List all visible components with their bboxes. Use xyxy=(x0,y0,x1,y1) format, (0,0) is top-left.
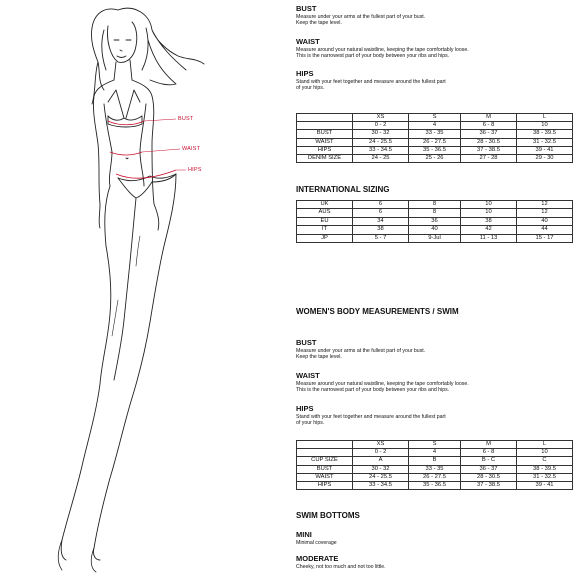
waist-instruction xyxy=(296,47,566,60)
table-row xyxy=(297,138,573,146)
table-cell: 38 xyxy=(461,217,517,225)
table-row xyxy=(297,209,573,217)
table-cell xyxy=(297,114,353,122)
row-label: IT xyxy=(297,226,353,234)
table-cell: B xyxy=(409,457,461,465)
table-cell: 30 - 32 xyxy=(353,465,409,473)
moderate-description: Cheeky, not too much and not too little. xyxy=(296,564,386,570)
table-cell: 28 - 30.5 xyxy=(461,138,517,146)
row-label: WAIST xyxy=(297,138,353,146)
table-row xyxy=(297,146,573,154)
row-label: JP xyxy=(297,234,353,242)
swim-waist-instruction xyxy=(296,381,566,394)
row-label: AUS xyxy=(297,209,353,217)
table-cell: 11 - 13 xyxy=(461,234,517,242)
table-cell: 12 xyxy=(517,209,573,217)
table-row xyxy=(297,482,573,490)
table-cell: 9-Jul xyxy=(409,234,461,242)
table-cell: B - C xyxy=(461,457,517,465)
size-m-header: M xyxy=(461,441,517,449)
row-label: WAIST xyxy=(297,473,353,481)
hips-instruction xyxy=(296,79,566,92)
table-cell: 33 - 34.5 xyxy=(353,146,409,154)
size-xs-header: XS xyxy=(353,114,409,122)
table-cell: 12 xyxy=(517,201,573,209)
row-label: UK xyxy=(297,201,353,209)
size-xs-header: XS xyxy=(353,441,409,449)
table-row xyxy=(297,217,573,225)
table-row xyxy=(297,155,573,163)
hips-label: HIPS xyxy=(188,167,202,173)
table-cell: 40 xyxy=(517,217,573,225)
table-cell: 10 xyxy=(461,201,517,209)
table-cell: 39 - 41 xyxy=(517,482,573,490)
table-cell: 40 xyxy=(409,226,461,234)
mini-description: Minimal coverage xyxy=(296,540,337,546)
size-s-header: S xyxy=(409,114,461,122)
table-row xyxy=(297,473,573,481)
bust-instruction-line-1: Measure under your arms at the fullest part of your bust. xyxy=(296,14,426,20)
hips-heading: HIPS xyxy=(296,69,314,78)
waist-instruction-line-1: Measure around your natural waistline, keeping the tape comfortably loose. xyxy=(296,47,469,53)
model-line-drawing xyxy=(0,0,240,580)
table-cell: 6 xyxy=(353,209,409,217)
table-row xyxy=(297,130,573,138)
table-cell xyxy=(297,449,353,457)
table-cell: 36 - 37 xyxy=(461,465,517,473)
row-label: DENIM SIZE xyxy=(297,155,353,163)
table-cell: 44 xyxy=(517,226,573,234)
table-cell: 4 xyxy=(409,449,461,457)
size-l-header: L xyxy=(517,441,573,449)
waist-label: WAIST xyxy=(182,146,201,152)
table-cell: 6 - 8 xyxy=(461,122,517,130)
swim-bottoms-heading: SWIM BOTTOMS xyxy=(296,511,360,520)
waist-heading: WAIST xyxy=(296,37,320,46)
table-cell: 31 - 32.5 xyxy=(517,138,573,146)
body-measurement-illustration xyxy=(0,0,240,580)
table-cell: 10 xyxy=(517,122,573,130)
table-cell: 24 - 25 xyxy=(353,155,409,163)
table-cell: 38 - 39.5 xyxy=(517,465,573,473)
table-cell: 24 - 25.5 xyxy=(353,138,409,146)
table-header-row xyxy=(297,449,573,457)
swim-hips-heading: HIPS xyxy=(296,404,314,413)
mini-heading: MINI xyxy=(296,530,312,539)
table-cell: 37 - 38.5 xyxy=(461,146,517,154)
table-row xyxy=(297,465,573,473)
table-cell: 35 - 36.5 xyxy=(409,146,461,154)
table-cell: 30 - 32 xyxy=(353,130,409,138)
table-header-row xyxy=(297,122,573,130)
table-cell: 0 - 2 xyxy=(353,449,409,457)
table-cell: 25 - 26 xyxy=(409,155,461,163)
table-cell: 0 - 2 xyxy=(353,122,409,130)
table-cell: C xyxy=(517,457,573,465)
size-chart-table xyxy=(296,113,573,163)
table-cell: 8 xyxy=(409,201,461,209)
bust-heading: BUST xyxy=(296,4,317,13)
table-cell: 24 - 25.5 xyxy=(353,473,409,481)
swim-hips-instruction xyxy=(296,414,566,427)
table-cell: 33 - 35 xyxy=(409,130,461,138)
swim-bust-heading: BUST xyxy=(296,338,317,347)
table-cell: 36 xyxy=(409,217,461,225)
size-l-header: L xyxy=(517,114,573,122)
table-header-row xyxy=(297,114,573,122)
table-cell xyxy=(297,122,353,130)
table-cell: 6 - 8 xyxy=(461,449,517,457)
bust-instruction xyxy=(296,14,566,27)
swim-bust-instruction xyxy=(296,348,566,361)
row-label: EU xyxy=(297,217,353,225)
table-cell: 5 - 7 xyxy=(353,234,409,242)
swim-waist-line-1: Measure around your natural waistline, keeping the tape comfortably loose. xyxy=(296,381,469,387)
table-cell: 15 - 17 xyxy=(517,234,573,242)
swim-measurements-heading: WOMEN'S BODY MEASUREMENTS / SWIM xyxy=(296,307,459,316)
table-cell: 10 xyxy=(461,209,517,217)
international-sizing-table xyxy=(296,200,573,243)
hips-instruction-line-1: Stand with your feet together and measure around the fullest part xyxy=(296,79,446,85)
table-cell: 26 - 27.5 xyxy=(409,473,461,481)
table-cell: 38 - 39.5 xyxy=(517,130,573,138)
table-cell xyxy=(297,441,353,449)
hips-instruction-line-2: of your hips. xyxy=(296,85,325,92)
table-row xyxy=(297,226,573,234)
table-cell: 28 - 30.5 xyxy=(461,473,517,481)
table-cell: 34 xyxy=(353,217,409,225)
table-cell: 10 xyxy=(517,449,573,457)
size-s-header: S xyxy=(409,441,461,449)
table-cell: 42 xyxy=(461,226,517,234)
table-cell: 35 - 36.5 xyxy=(409,482,461,490)
swim-waist-line-2: This is the narrowest part of your body between your ribs and hips. xyxy=(296,387,450,394)
table-cell: 37 - 38.5 xyxy=(461,482,517,490)
row-label: HIPS xyxy=(297,146,353,154)
table-cell: 27 - 28 xyxy=(461,155,517,163)
bust-instruction-line-2: Keep the tape level. xyxy=(296,20,342,27)
waist-instruction-line-2: This is the narrowest part of your body between your ribs and hips. xyxy=(296,53,450,60)
moderate-heading: MODERATE xyxy=(296,554,339,563)
swim-hips-line-1: Stand with your feet together and measure around the fullest part xyxy=(296,414,446,420)
table-row xyxy=(297,457,573,465)
row-label: CUP SIZE xyxy=(297,457,353,465)
table-cell: 29 - 30 xyxy=(517,155,573,163)
table-cell: A xyxy=(353,457,409,465)
table-header-row xyxy=(297,441,573,449)
international-sizing-heading: INTERNATIONAL SIZING xyxy=(296,185,390,194)
row-label: BUST xyxy=(297,130,353,138)
row-label: BUST xyxy=(297,465,353,473)
table-cell: 39 - 41 xyxy=(517,146,573,154)
swim-hips-line-2: of your hips. xyxy=(296,420,325,427)
table-cell: 36 - 37 xyxy=(461,130,517,138)
table-row xyxy=(297,234,573,242)
table-cell: 8 xyxy=(409,209,461,217)
swim-size-chart-table xyxy=(296,440,573,490)
bust-label: BUST xyxy=(178,116,194,122)
swim-waist-heading: WAIST xyxy=(296,371,320,380)
table-cell: 6 xyxy=(353,201,409,209)
table-row xyxy=(297,201,573,209)
size-m-header: M xyxy=(461,114,517,122)
table-cell: 4 xyxy=(409,122,461,130)
swim-bust-line-2: Keep the tape level. xyxy=(296,354,342,361)
swim-bust-line-1: Measure under your arms at the fullest part of your bust. xyxy=(296,348,426,354)
row-label: HIPS xyxy=(297,482,353,490)
table-cell: 33 - 34.5 xyxy=(353,482,409,490)
table-cell: 38 xyxy=(353,226,409,234)
table-cell: 33 - 35 xyxy=(409,465,461,473)
table-cell: 26 - 27.5 xyxy=(409,138,461,146)
table-cell: 31 - 32.5 xyxy=(517,473,573,481)
